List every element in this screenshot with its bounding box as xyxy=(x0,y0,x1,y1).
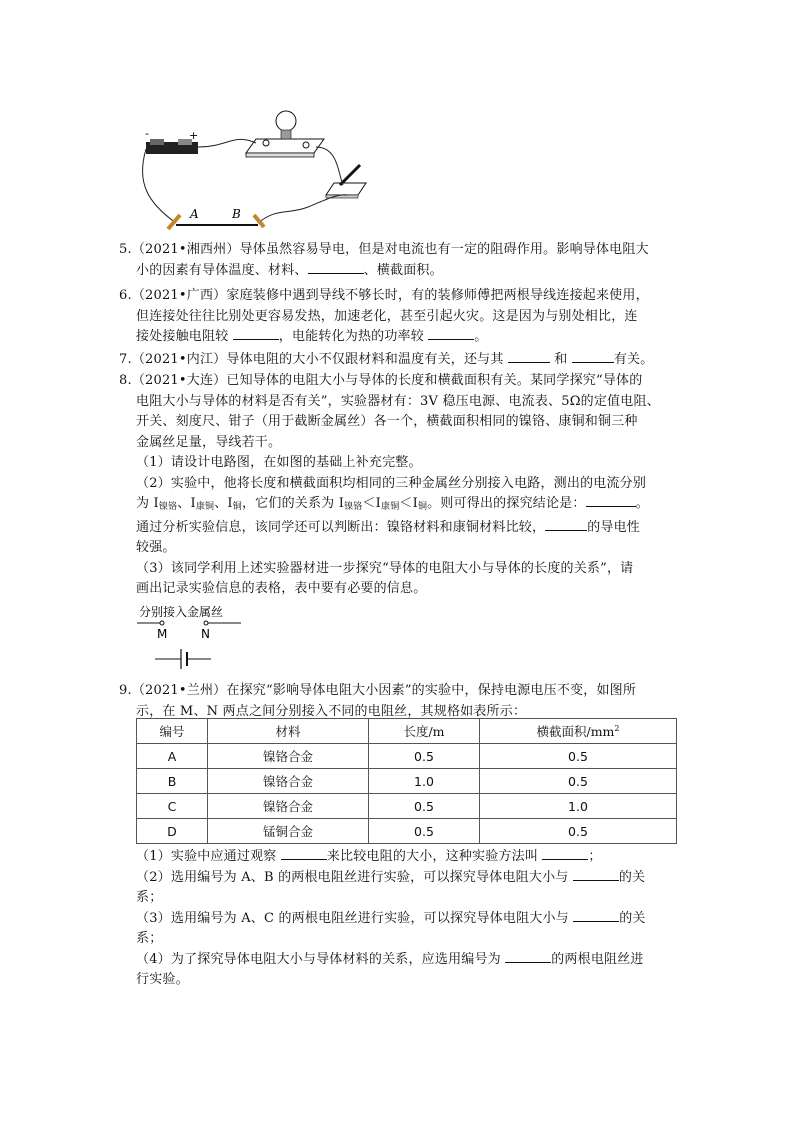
wire-spec-table xyxy=(136,718,677,844)
question-number: 6. xyxy=(119,288,132,303)
answer-blank[interactable] xyxy=(281,847,327,860)
table-row: A 镍铬合金 0.5 0.5 xyxy=(137,744,677,769)
header-cell: 材料 xyxy=(208,719,369,744)
answer-blank[interactable] xyxy=(508,350,550,363)
knife-switch xyxy=(326,183,366,195)
table-row: B 镍铬合金 1.0 0.5 xyxy=(137,769,677,794)
bulb-board xyxy=(246,139,324,153)
clip-a xyxy=(168,215,180,229)
question-7: 7.（2021•内江）导体电阻的大小不仅跟材料和温度有关，还与其 和 有关。 xyxy=(119,352,654,367)
question-source: （2021•兰州） xyxy=(131,683,227,698)
question-source: （2021•内江） xyxy=(131,352,227,367)
light-bulb xyxy=(276,111,296,131)
terminal-n xyxy=(204,621,208,625)
label-a: A xyxy=(190,207,199,221)
wire xyxy=(316,147,343,185)
question-number: 9. xyxy=(119,683,132,698)
question-5: 5.（2021•湘西州）导体虽然容易导电，但是对电流也有一定的阻碍作用。影响导体电阻大 小的因素有导体温度、材料、 、横截面积。 xyxy=(119,242,649,278)
partial-circuit-diagram xyxy=(135,603,245,671)
header-cell: 横截面积$/mm^2$ xyxy=(480,719,677,744)
question-number: 7. xyxy=(119,352,132,367)
wire xyxy=(143,149,176,223)
wire xyxy=(198,139,256,147)
question-number: 5. xyxy=(119,242,132,257)
question-number: 8. xyxy=(119,373,132,388)
answer-blank[interactable] xyxy=(505,950,551,963)
table-row: C 镍铬合金 0.5 1.0 xyxy=(137,794,677,819)
table-header-row xyxy=(137,719,677,744)
label-m: M xyxy=(157,627,168,641)
wire xyxy=(258,195,348,223)
question-8: 8.（2021•大连）已知导体的电阻大小与导体的长度和横截面积有关。某同学探究“导体的 电阻大小与导体的材料是否有关”，实验器材有：3V 稳压电源、电流表、5Ω的定值电阻、 开关、刻度尺、钳子（用于截断金属丝）各一个，横截面积相同的镍铬、康铜和铜三种 金属丝足量，导线若干。 （1）请设计电路图，在如图的基础上补充完整。 （2）实验中，他将长度和横截面积均相同的三种金属丝分别接入电路，测出的电流分别 为 $I_{镍铬}$、$I_{康铜}$、$I_铜$，它们的关系为 $I_{镍铬}<I_{康铜}<I_铜$。则可得出的探究结论是： 。 通过分析实验信息，该同学还可以判断出：镍铬材料和康铜材料比较， 的导电性 较强。 （3）该同学利用上述实验器材进一步探究“导体的电阻大小与导体的长度的关系”，请 画出记录实验信息的表格，表中要有必要的信息。 xyxy=(119,373,660,596)
label-b: B xyxy=(232,207,241,221)
answer-blank[interactable] xyxy=(233,327,279,340)
terminal-m xyxy=(160,621,164,625)
answer-blank[interactable] xyxy=(573,909,619,922)
question-source: （2021•湘西州） xyxy=(131,242,240,257)
battery-plus-label: + xyxy=(189,129,199,142)
answer-blank[interactable] xyxy=(572,350,614,363)
question-source: （2021•广西） xyxy=(131,288,227,303)
answer-blank[interactable] xyxy=(573,868,619,881)
header-cell: 编号 xyxy=(137,719,208,744)
label-n: N xyxy=(201,627,210,641)
answer-blank[interactable] xyxy=(586,494,636,507)
question-9: 9.（2021•兰州）在探究“影响导体电阻大小因素”的实验中，保持电源电压不变，如图所 示，在 M、N 两点之间分别接入不同的电阻丝，其规格如表所示： xyxy=(119,683,637,719)
question-6: 6.（2021•广西）家庭装修中遇到导线不够长时，有的装修师傅把两根导线连接起来使用， 但连接处往往比别处更容易发热，加速老化，甚至引起火灾。这是因为与别处相比，连 接处接触电阻较 ，电能转化为热的功率较 。 xyxy=(119,288,649,344)
circuit-apparatus-figure xyxy=(138,103,370,235)
question-9-parts: （1）实验中应通过观察 来比较电阻的大小，这种实验方法叫 ； （2）选用编号为 A、B 的两根电阻丝进行实验，可以探究导体电阻大小与 的关 系； （3）选用编号为 A、C 的两根电阻丝进行实验，可以探究导体电阻大小与 的关 系； （4）为了探究导体电阻大小与导体材料的关系，应选用编号为 的两根电阻丝进 行实验。 xyxy=(136,849,646,987)
battery-terminal xyxy=(150,139,164,145)
answer-blank[interactable] xyxy=(545,518,587,531)
answer-blank[interactable] xyxy=(542,847,588,860)
header-cell: 长度/m xyxy=(369,719,480,744)
question-source: （2021•大连） xyxy=(131,373,227,388)
answer-blank[interactable] xyxy=(428,327,474,340)
table-row: D 锰铜合金 0.5 0.5 xyxy=(137,819,677,844)
answer-blank[interactable] xyxy=(308,261,364,274)
diagram-caption: 分别接入金属丝 xyxy=(139,605,224,619)
battery-minus-label: - xyxy=(145,127,149,140)
